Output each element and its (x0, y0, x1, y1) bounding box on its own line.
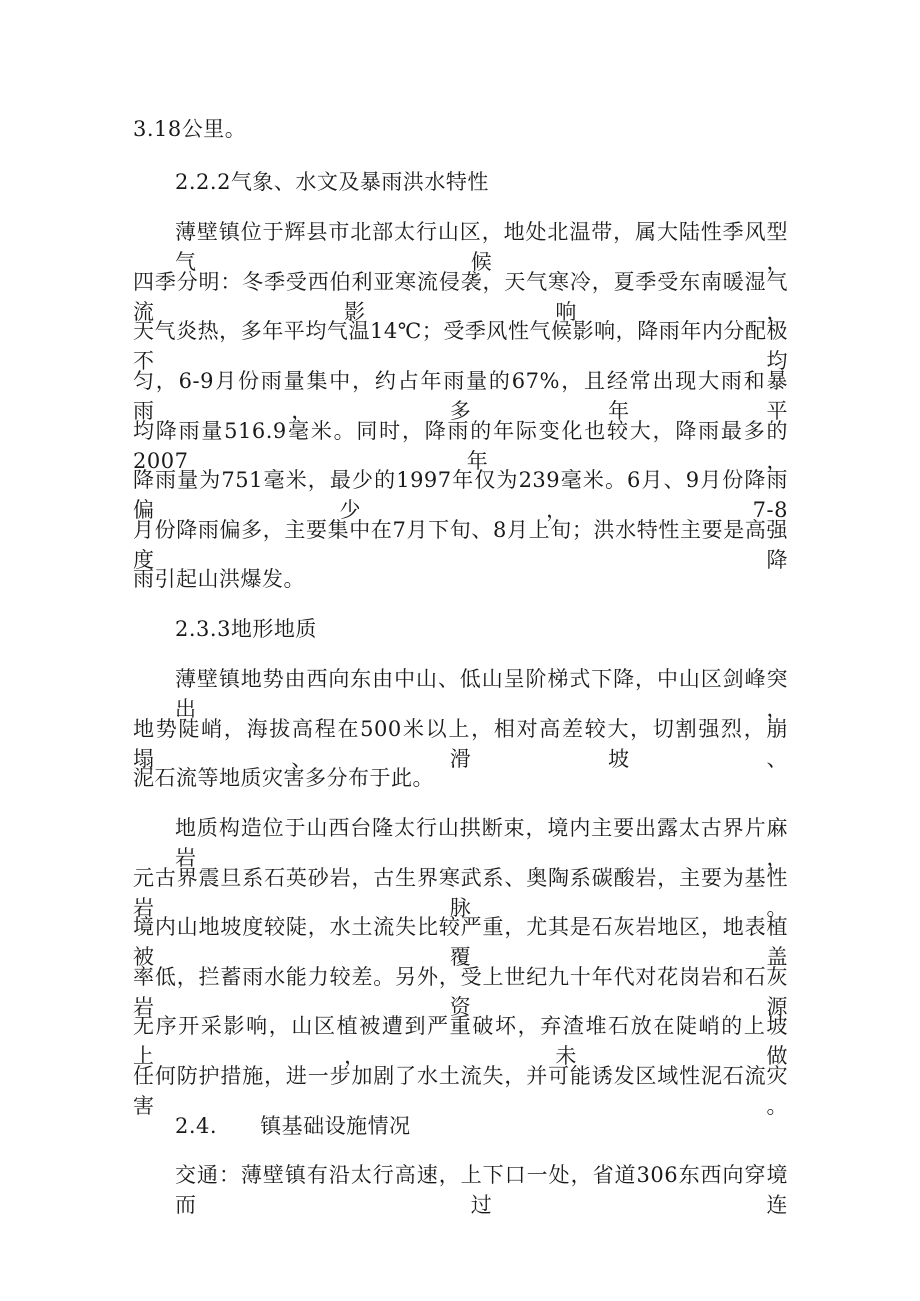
text-line: 无序开采影响，山区植被遭到严重破坏，弃渣堆石放在陡峭的上坡上，未做 (133, 1014, 788, 1068)
text-line: 天气炎热，多年平均气温14℃；受季风性气候影响，降雨年内分配极不均 (133, 319, 788, 373)
text-line: 四季分明：冬季受西伯利亚寒流侵袭，天气寒冷，夏季受东南暖湿气流影响， (133, 270, 788, 324)
section-heading-2-2-2: 2.2.2气象、水文及暴雨洪水特性 (175, 170, 489, 194)
text-line: 匀，6-9月份雨量集中，约占年雨量的67%，且经常出现大雨和暴雨，多年平 (133, 369, 788, 423)
text-line: 地质构造位于山西台隆太行山拱断束，境内主要出露太古界片麻岩， (175, 816, 788, 870)
text-line: 率低，拦蓄雨水能力较差。另外，受上世纪九十年代对花岗岩和石灰岩资源 (133, 965, 788, 1019)
text-line: 降雨量为751毫米，最少的1997年仅为239毫米。6月、9月份降雨偏少，7-8 (133, 468, 788, 522)
text-line: 任何防护措施，进一步加剧了水土流失，并可能诱发区域性泥石流灾害。 (133, 1064, 788, 1118)
text-line: 地势陡峭，海拔高程在500米以上，相对高差较大，切割强烈，崩塌、滑坡、 (133, 717, 788, 771)
section-heading-2-3-3: 2.3.3地形地质 (175, 617, 317, 641)
text-line: 境内山地坡度较陡，水土流失比较严重，尤其是石灰岩地区，地表植被覆盖 (133, 915, 788, 969)
text-line: 元古界震旦系石英砂岩，古生界寒武系、奥陶系碳酸岩，主要为基性岩脉。 (133, 866, 788, 920)
text-line: 薄壁镇地势由西向东由中山、低山呈阶梯式下降，中山区剑峰突出， (175, 667, 788, 721)
text-line: 月份降雨偏多，主要集中在7月下旬、8月上旬；洪水特性主要是高强度降 (133, 518, 788, 572)
text-line: 雨引起山洪爆发。 (133, 567, 305, 591)
text-line: 均降雨量516.9毫米。同时，降雨的年际变化也较大，降雨最多的2007年， (133, 419, 788, 473)
text-line: 3.18公里。 (133, 117, 247, 141)
section-heading-2-4: 2.4. 镇基础设施情况 (175, 1114, 411, 1138)
text-line: 薄壁镇位于辉县市北部太行山区，地处北温带，属大陆性季风型气候， (175, 220, 788, 274)
text-line: 泥石流等地质灾害多分布于此。 (133, 766, 434, 790)
text-line: 交通：薄壁镇有沿太行高速，上下口一处，省道306东西向穿境而过连 (175, 1163, 788, 1217)
